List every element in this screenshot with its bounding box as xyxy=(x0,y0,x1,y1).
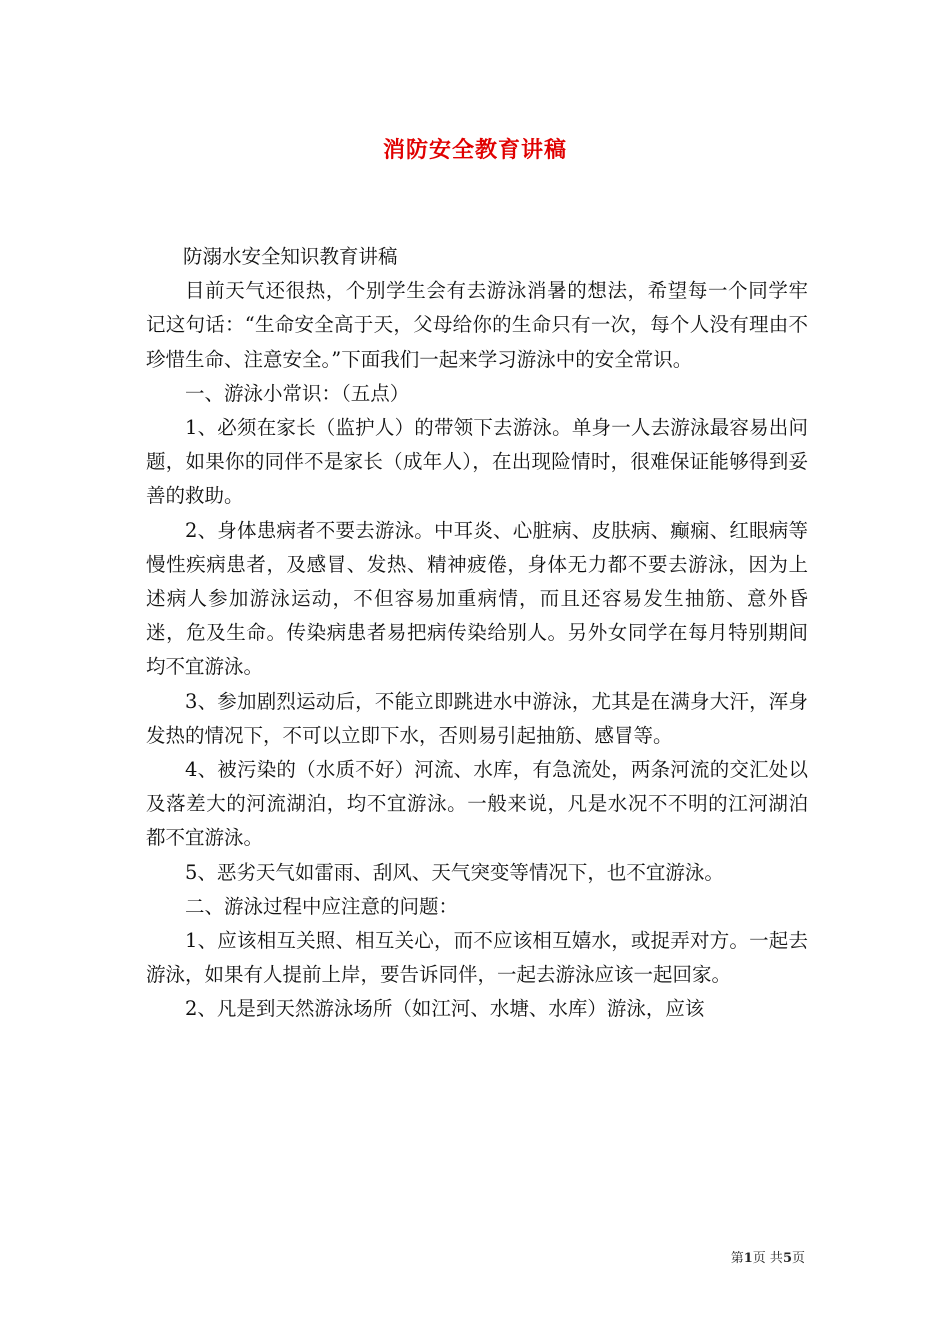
document-title: 消防安全教育讲稿 xyxy=(382,137,567,163)
page-number-footer xyxy=(731,1247,805,1266)
section-heading-2: 二、游泳过程中应注意的问题： xyxy=(185,894,459,918)
paragraph-intro: 目前天气还很热，个别学生会有去游泳消暑的想法，希望每一个同学牢记这句话：“生命安全高于天，父母给你的生命只有一次，每个人没有理由不珍惜生命、注意安全。”下面我们一起来学习游泳中的安全常识。 xyxy=(146,279,808,371)
paragraph-item-1-1: 1、必须在家长（监护人）的带领下去游泳。单身一人去游泳最容易出问题，如果你的同伴不是家长（成年人），在出现险情时，很难保证能够得到妥善的救助。 xyxy=(146,416,808,508)
footer-middle: 页 共 xyxy=(752,1251,783,1266)
paragraph-item-1-4: 4、被污染的（水质不好）河流、水库，有急流处，两条河流的交汇处以及落差大的河流湖泊，均不宜游泳。一般来说，凡是水况不不明的江河湖泊都不宜游泳。 xyxy=(146,758,808,850)
footer-current-page: 1 xyxy=(743,1251,753,1266)
paragraph-item-1-3: 3、参加剧烈运动后，不能立即跳进水中游泳，尤其是在满身大汗，浑身发热的情况下，不可以立即下水，否则易引起抽筋、感冒等。 xyxy=(146,689,808,747)
footer-total-pages: 5 xyxy=(782,1251,792,1266)
paragraph-item-1-2: 2、身体患病者不要去游泳。中耳炎、心脏病、皮肤病、癫痫、红眼病等慢性疾病患者，及感冒、发热、精神疲倦，身体无力都不要去游泳，因为上述病人参加游泳运动，不但容易加重病情，而且还容易发生抽筋、意外昏迷，危及生命。传染病患者易把病传染给别人。另外女同学在每月特别期间均不宜游泳。 xyxy=(146,518,808,679)
footer-prefix: 第 xyxy=(730,1251,744,1266)
paragraph-item-2-2: 2、凡是到天然游泳场所（如江河、水塘、水库）游泳，应该 xyxy=(185,997,705,1021)
footer-suffix: 页 xyxy=(791,1251,805,1266)
paragraph-item-2-1: 1、应该相互关照、相互关心，而不应该相互嬉水，或捉弄对方。一起去游泳，如果有人提前上岸，要告诉同伴，一起去游泳应该一起回家。 xyxy=(146,929,808,987)
section-subtitle: 防溺水安全知识教育讲稿 xyxy=(183,245,398,268)
paragraph-item-1-5: 5、恶劣天气如雷雨、刮风、天气突变等情况下，也不宜游泳。 xyxy=(185,860,724,884)
document-body xyxy=(146,240,808,1027)
section-heading-1: 一、游泳小常识：（五点） xyxy=(185,381,410,405)
